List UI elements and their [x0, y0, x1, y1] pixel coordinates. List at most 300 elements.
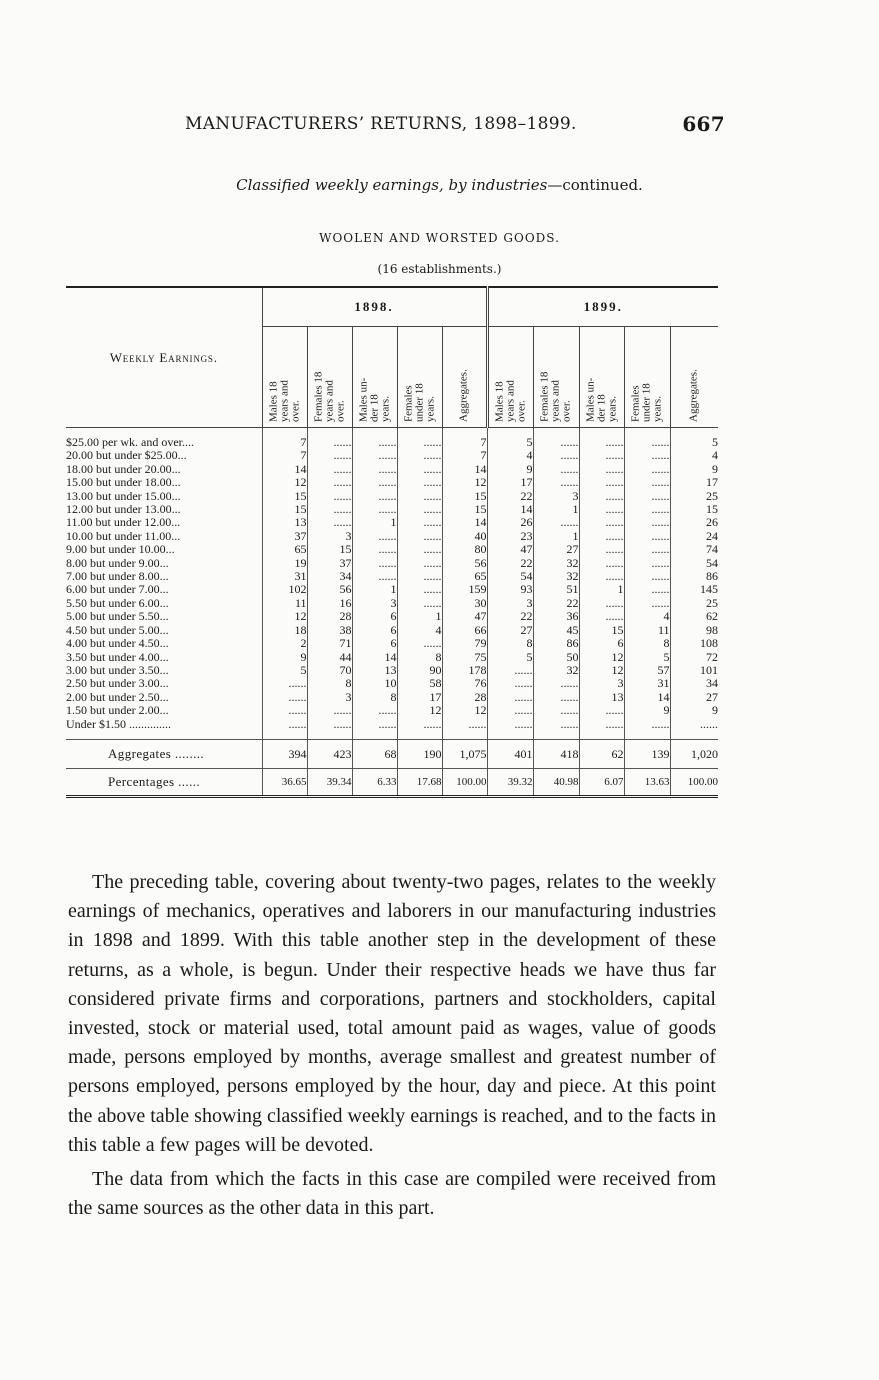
table-cell: ......	[670, 718, 718, 731]
percentages-cell: 100.00	[442, 768, 487, 796]
table-cell: 178	[442, 664, 487, 677]
row-label: Under $1.50 ..............	[66, 717, 171, 731]
table-cell: 6	[352, 624, 397, 637]
aggregates-cell: 1,020	[670, 739, 718, 768]
table-cell: 75	[442, 651, 487, 664]
percentages-cell: 6.07	[579, 768, 624, 796]
table-cell: 101	[670, 664, 718, 677]
table-cell: ......	[533, 516, 579, 529]
table-cell: 98	[670, 624, 718, 637]
aggregates-cell: 423	[307, 739, 352, 768]
table-cell: 15	[442, 490, 487, 503]
table-cell: 145	[670, 583, 718, 596]
table-cell: 32	[533, 570, 579, 583]
table-row	[66, 704, 718, 717]
table-cell: ......	[352, 476, 397, 489]
table-cell: 4	[397, 624, 442, 637]
table-cell: 25	[670, 490, 718, 503]
table-cell: ......	[397, 637, 442, 650]
table-row	[66, 428, 718, 450]
row-label: 2.00 but under 2.50...	[66, 690, 169, 704]
table-cell: 22	[487, 490, 533, 503]
table-cell: ......	[624, 597, 670, 610]
col-header-males-under-18-1899: Males un- der 18 years.	[579, 327, 624, 428]
table-cell: 14	[262, 463, 307, 476]
table-cell: ......	[262, 704, 307, 717]
row-label: 10.00 but under 11.00...	[66, 529, 181, 543]
running-head	[185, 114, 725, 140]
row-label: 2.50 but under 3.00...	[66, 677, 169, 691]
spacer-cell	[307, 731, 352, 740]
table-cell: 1	[579, 583, 624, 596]
table-cell: 51	[533, 583, 579, 596]
table-cell: 14	[442, 516, 487, 529]
table-cell: ......	[307, 503, 352, 516]
table-row	[66, 503, 718, 516]
spacer-cell	[66, 731, 262, 740]
table-cell: 18	[262, 624, 307, 637]
col-header-males-over-18-1898: Males 18 years and over.	[262, 327, 307, 428]
col-header-aggregates-1898: Aggregates.	[442, 327, 487, 428]
percentages-label: Percentages ......	[66, 768, 262, 796]
table-cell: 23	[487, 530, 533, 543]
table-cell: 1	[352, 516, 397, 529]
row-label: 5.50 but under 6.00...	[66, 596, 169, 610]
table-cell: ......	[397, 583, 442, 596]
table-cell: 1	[533, 530, 579, 543]
table-cell: 9	[262, 651, 307, 664]
table-cell: 31	[624, 677, 670, 690]
table-cell: 32	[533, 664, 579, 677]
aggregates-cell: 68	[352, 739, 397, 768]
row-label: 5.00 but under 5.50...	[66, 610, 169, 624]
table-cell: 5	[624, 651, 670, 664]
table-cell: 4	[487, 449, 533, 462]
table-cell: 2	[262, 637, 307, 650]
table-cell: ......	[624, 718, 670, 731]
table-cell: 62	[670, 610, 718, 623]
stub-header: Weekly Earnings.	[66, 287, 262, 428]
table-cell: 37	[262, 530, 307, 543]
table-cell: ......	[533, 428, 579, 450]
table-cell: ......	[397, 530, 442, 543]
table-cell: 30	[442, 597, 487, 610]
table-row	[66, 449, 718, 462]
percentages-cell: 17.68	[397, 768, 442, 796]
table-cell: ......	[624, 490, 670, 503]
aggregates-cell: 1,075	[442, 739, 487, 768]
table-cell: ......	[579, 570, 624, 583]
table-cell: 3	[533, 490, 579, 503]
table-cell: 45	[533, 624, 579, 637]
table-cell: ......	[533, 449, 579, 462]
spacer-cell	[262, 731, 307, 740]
percentages-cell: 13.63	[624, 768, 670, 796]
table-cell: ......	[624, 557, 670, 570]
table-cell: 8	[487, 637, 533, 650]
table-cell: 5	[670, 428, 718, 450]
table-cell: 27	[670, 691, 718, 704]
table-cell: 6	[352, 610, 397, 623]
table-cell: ......	[307, 490, 352, 503]
table-cell: 50	[533, 651, 579, 664]
aggregates-label: Aggregates ........	[66, 739, 262, 768]
table-cell: 90	[397, 664, 442, 677]
table-cell: ......	[579, 449, 624, 462]
table-cell: ......	[533, 704, 579, 717]
table-cell: 28	[442, 691, 487, 704]
col-header-females-over-18-1899: Females 18 years and over.	[533, 327, 579, 428]
table-cell: 8	[307, 677, 352, 690]
table-cell: 86	[670, 570, 718, 583]
table-cell: 10	[352, 677, 397, 690]
table-row	[66, 664, 718, 677]
table-cell: 13	[579, 691, 624, 704]
table-cell: ......	[352, 704, 397, 717]
table-cell: ......	[442, 718, 487, 731]
table-cell: 54	[670, 557, 718, 570]
table-cell: ......	[533, 677, 579, 690]
table-cell: ......	[307, 704, 352, 717]
spacer-cell	[670, 731, 718, 740]
table-cell: ......	[397, 449, 442, 462]
table-cell: 12	[262, 610, 307, 623]
spacer-row	[66, 731, 718, 740]
table-cell: 58	[397, 677, 442, 690]
table-cell: 14	[352, 651, 397, 664]
paragraph-2: The data from which the facts in this case are compiled were received from the same sources as the other data in this part.	[68, 1168, 716, 1220]
row-label: 4.50 but under 5.00...	[66, 623, 169, 637]
table-cell: 12	[262, 476, 307, 489]
table-cell: 9	[670, 704, 718, 717]
table-cell: ......	[397, 597, 442, 610]
table-cell: ......	[352, 463, 397, 476]
table-cell: 11	[262, 597, 307, 610]
table-cell: 12	[579, 664, 624, 677]
aggregates-cell: 401	[487, 739, 533, 768]
table-cell: ......	[397, 476, 442, 489]
table-cell: 5	[262, 664, 307, 677]
table-cell: 56	[442, 557, 487, 570]
table-cell: ......	[624, 516, 670, 529]
table-row	[66, 597, 718, 610]
table-cell: ......	[352, 428, 397, 450]
table-cell: ......	[397, 557, 442, 570]
table-cell: 57	[624, 664, 670, 677]
table-cell: ......	[352, 557, 397, 570]
table-cell: 3	[579, 677, 624, 690]
table-cell: 71	[307, 637, 352, 650]
table-cell: 13	[352, 664, 397, 677]
table-cell: ......	[624, 463, 670, 476]
table-cell: 26	[670, 516, 718, 529]
table-cell: ......	[579, 503, 624, 516]
percentages-cell: 39.32	[487, 768, 533, 796]
spacer-cell	[442, 731, 487, 740]
percentages-cell: 39.34	[307, 768, 352, 796]
table-cell: ......	[579, 718, 624, 731]
table-cell: 15	[442, 503, 487, 516]
caption-italic: Classified weekly earnings, by industries	[236, 176, 548, 194]
table-cell: ......	[579, 557, 624, 570]
spacer-cell	[487, 731, 533, 740]
table-cell: 22	[487, 557, 533, 570]
table-row	[66, 463, 718, 476]
running-head-title: MANUFACTURERS’ RETURNS, 1898–1899.	[185, 114, 577, 134]
table-cell: 1	[533, 503, 579, 516]
table-cell: 17	[670, 476, 718, 489]
col-header-females-over-18-1898: Females 18 years and over.	[307, 327, 352, 428]
spacer-cell	[624, 731, 670, 740]
table-cell: ......	[624, 449, 670, 462]
table-cell: 159	[442, 583, 487, 596]
table-row	[66, 557, 718, 570]
table-cell: 74	[670, 543, 718, 556]
table-cell: 4	[624, 610, 670, 623]
col-header-aggregates-1899: Aggregates.	[670, 327, 718, 428]
table-cell: ......	[579, 463, 624, 476]
table-cell: 40	[442, 530, 487, 543]
spacer-cell	[397, 731, 442, 740]
table-cell: 6	[352, 637, 397, 650]
row-label: 3.00 but under 3.50...	[66, 663, 169, 677]
table-cell: ......	[533, 463, 579, 476]
table-cell: 38	[307, 624, 352, 637]
table-cell: ......	[352, 718, 397, 731]
table-cell: 15	[307, 543, 352, 556]
table-cell: ......	[579, 428, 624, 450]
percentages-row	[66, 768, 718, 796]
row-label: 3.50 but under 4.00...	[66, 650, 169, 664]
table-cell: ......	[624, 570, 670, 583]
table-cell: ......	[624, 583, 670, 596]
earnings-table	[66, 286, 718, 798]
row-label: 12.00 but under 13.00...	[66, 503, 181, 517]
table-cell: ......	[397, 490, 442, 503]
table-cell: 11	[624, 624, 670, 637]
table-cell: 12	[397, 704, 442, 717]
table-row	[66, 651, 718, 664]
table-cell: 56	[307, 583, 352, 596]
col-header-females-under-18-1899: Females under 18 years.	[624, 327, 670, 428]
table-row	[66, 516, 718, 529]
table-cell: 44	[307, 651, 352, 664]
percentages-cell: 40.98	[533, 768, 579, 796]
table-row	[66, 624, 718, 637]
table-cell: 86	[533, 637, 579, 650]
table-cell: ......	[307, 476, 352, 489]
table-cell: ......	[307, 718, 352, 731]
table-cell: ......	[487, 677, 533, 690]
table-row	[66, 583, 718, 596]
year-1899-header: 1899.	[487, 287, 718, 327]
table-cell: 15	[262, 490, 307, 503]
table-row	[66, 677, 718, 690]
row-label: 13.00 but under 15.00...	[66, 489, 181, 503]
aggregates-cell: 62	[579, 739, 624, 768]
table-cell: 34	[307, 570, 352, 583]
table-cell: ......	[397, 503, 442, 516]
table-cell: ......	[307, 463, 352, 476]
table-row	[66, 691, 718, 704]
table-cell: 16	[307, 597, 352, 610]
table-cell: 8	[352, 691, 397, 704]
row-label: 4.00 but under 4.50...	[66, 637, 169, 651]
table-cell: 31	[262, 570, 307, 583]
table-cell: 26	[487, 516, 533, 529]
row-label: 6.00 but under 7.00...	[66, 583, 169, 597]
table-cell: 7	[262, 449, 307, 462]
table-cell: ......	[397, 463, 442, 476]
table-cell: 8	[397, 651, 442, 664]
table-cell: ......	[579, 704, 624, 717]
table-cell: 13	[262, 516, 307, 529]
body-text	[68, 868, 716, 1223]
table-cell: ......	[579, 516, 624, 529]
table-caption	[0, 176, 879, 194]
table-cell: ......	[533, 718, 579, 731]
aggregates-cell: 190	[397, 739, 442, 768]
table-cell: ......	[579, 490, 624, 503]
table-cell: 79	[442, 637, 487, 650]
table-cell: ......	[307, 449, 352, 462]
table-cell: 5	[487, 428, 533, 450]
table-cell: 7	[262, 428, 307, 450]
percentages-cell: 6.33	[352, 768, 397, 796]
percentages-cell: 100.00	[670, 768, 718, 796]
table-cell: ......	[579, 597, 624, 610]
table-cell: 93	[487, 583, 533, 596]
table-cell: 22	[533, 597, 579, 610]
table-cell: 5	[487, 651, 533, 664]
row-label: 1.50 but under 2.00...	[66, 704, 169, 718]
row-label: 15.00 but under 18.00...	[66, 476, 181, 490]
table-cell: 15	[262, 503, 307, 516]
table-cell: ......	[352, 543, 397, 556]
table-cell: 12	[579, 651, 624, 664]
spacer-cell	[533, 731, 579, 740]
table-cell: 6	[579, 637, 624, 650]
table-cell: 28	[307, 610, 352, 623]
table-cell: 17	[487, 476, 533, 489]
table-cell: 24	[670, 530, 718, 543]
table-cell: 108	[670, 637, 718, 650]
table-cell: 66	[442, 624, 487, 637]
table-cell: 3	[307, 691, 352, 704]
table-cell: ......	[487, 718, 533, 731]
table-cell: 17	[397, 691, 442, 704]
table-cell: 102	[262, 583, 307, 596]
spacer-cell	[579, 731, 624, 740]
table-cell: 37	[307, 557, 352, 570]
table-cell: ......	[307, 428, 352, 450]
table-cell: ......	[579, 476, 624, 489]
table-cell: ......	[262, 691, 307, 704]
table-cell: 72	[670, 651, 718, 664]
table-row	[66, 610, 718, 623]
table-cell: 4	[670, 449, 718, 462]
row-label: 18.00 but under 20.00...	[66, 462, 181, 476]
table-cell: ......	[624, 503, 670, 516]
row-label: 7.00 but under 8.00...	[66, 570, 169, 584]
row-label: 9.00 but under 10.00...	[66, 543, 175, 557]
table-cell: 7	[442, 449, 487, 462]
table-cell: 9	[487, 463, 533, 476]
table-row	[66, 476, 718, 489]
table-cell: ......	[307, 516, 352, 529]
table-cell: ......	[397, 543, 442, 556]
table-cell: ......	[624, 543, 670, 556]
table-cell: 7	[442, 428, 487, 450]
table-cell: 47	[442, 610, 487, 623]
table-cell: 32	[533, 557, 579, 570]
spacer-cell	[352, 731, 397, 740]
table-cell: ......	[397, 718, 442, 731]
table-cell: 9	[670, 463, 718, 476]
table-cell: ......	[487, 691, 533, 704]
table-cell: 8	[624, 637, 670, 650]
table-cell: 1	[352, 583, 397, 596]
table-cell: ......	[579, 610, 624, 623]
paragraph-1: The preceding table, covering about twenty-two pages, relates to the weekly earnings of mechanics, operatives and laborers in our manufacturing industries in 1898 and 1899. With this table another step in the development of these returns, as a whole, is begun. Under their respective heads we have thus far considered private firms and corporations, partners and stockholders, capital invested, stock or material used, total amount paid as wages, value of goods made, persons employed by months, average smallest and greatest number of persons employed, persons employed by the hour, day and piece. At this point the above table showing classified weekly earnings is reached, and to the facts in this table a few pages will be devoted.	[68, 871, 716, 1156]
section-title: WOOLEN AND WORSTED GOODS.	[319, 231, 560, 245]
table-row	[66, 543, 718, 556]
table-cell: 22	[487, 610, 533, 623]
table-cell: 14	[487, 503, 533, 516]
table-cell: ......	[533, 691, 579, 704]
table-cell: ......	[487, 704, 533, 717]
table-cell: ......	[352, 490, 397, 503]
row-label: 20.00 but under $25.00...	[66, 449, 187, 463]
row-label: $25.00 per wk. and over....	[66, 435, 194, 449]
table-cell: 9	[624, 704, 670, 717]
aggregates-row	[66, 739, 718, 768]
table-cell: ......	[397, 428, 442, 450]
table-cell: ......	[352, 530, 397, 543]
table-row	[66, 490, 718, 503]
table-cell: ......	[579, 543, 624, 556]
table-cell: ......	[533, 476, 579, 489]
establishments-count: (16 establishments.)	[377, 262, 502, 276]
table-cell: 36	[533, 610, 579, 623]
table-body	[66, 428, 718, 797]
aggregates-cell: 394	[262, 739, 307, 768]
table-cell: ......	[579, 530, 624, 543]
table-cell: 14	[442, 463, 487, 476]
table-cell: 27	[487, 624, 533, 637]
row-label: 8.00 but under 9.00...	[66, 556, 169, 570]
table-cell: 19	[262, 557, 307, 570]
table-cell: 1	[397, 610, 442, 623]
aggregates-cell: 418	[533, 739, 579, 768]
table-row	[66, 530, 718, 543]
table-cell: ......	[624, 476, 670, 489]
table-cell: ......	[352, 503, 397, 516]
col-header-males-over-18-1899: Males 18 years and over.	[487, 327, 533, 428]
table-cell: 80	[442, 543, 487, 556]
table-cell: ......	[397, 516, 442, 529]
year-1898-header: 1898.	[262, 287, 487, 327]
table-cell: 3	[352, 597, 397, 610]
table-cell: 65	[442, 570, 487, 583]
col-header-males-under-18-1898: Males un- der 18 years.	[352, 327, 397, 428]
table-cell: ......	[487, 664, 533, 677]
col-header-females-under-18-1898: Females under 18 years.	[397, 327, 442, 428]
table-row	[66, 637, 718, 650]
table-cell: 12	[442, 704, 487, 717]
table-cell: 70	[307, 664, 352, 677]
percentages-cell: 36.65	[262, 768, 307, 796]
